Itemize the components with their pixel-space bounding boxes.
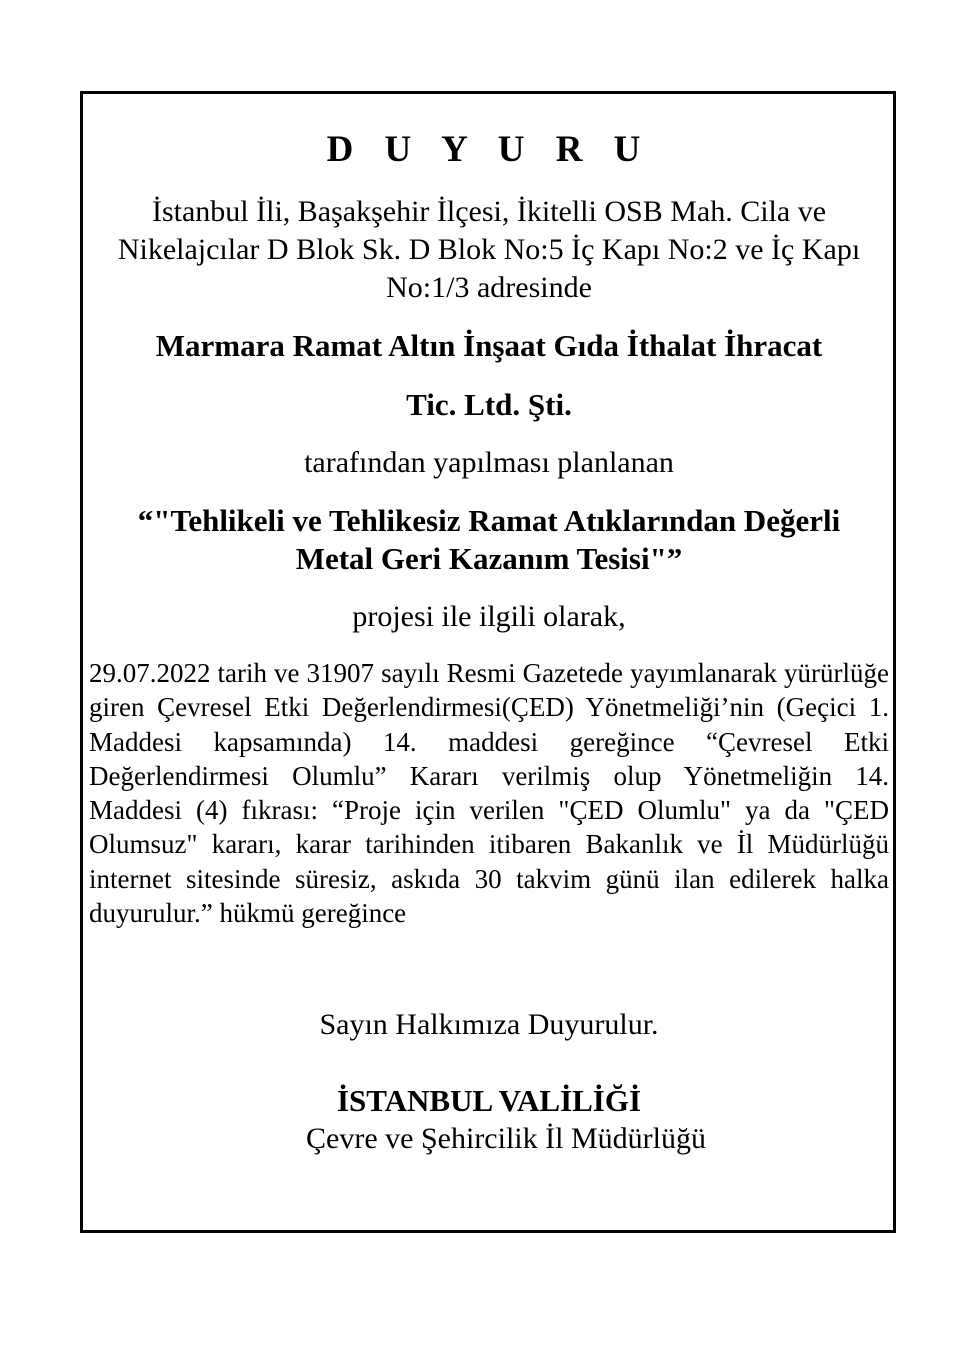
company-name-line-2: Tic. Ltd. Şti. [406, 387, 572, 422]
relation-text: projesi ile ilgili olarak, [352, 600, 626, 633]
company-name-line-1: Marmara Ramat Altın İnşaat Gıda İthalat İhracat [155, 328, 823, 363]
authority-name: İSTANBUL VALİLİĞİ [336, 1083, 642, 1118]
project-name: “"Tehlikeli ve Tehlikesiz Ramat Atıklarından Değerli Metal Geri Kazanım Tesisi"” [137, 503, 841, 576]
planned-text: tarafından yapılması planlanan [304, 446, 674, 479]
closing-text: Sayın Halkımıza Duyurulur. [319, 1008, 659, 1041]
announcement-title: D U Y U R U [326, 129, 652, 170]
address-text: İstanbul İli, Başakşehir İlçesi, İkitelli OSB Mah. Cila ve Nikelajcılar D Blok Sk. D Blok No:5 İç Kapı No:2 ve İç Kapı No:1/3 adresinde [117, 195, 861, 304]
directorate-name: Çevre ve Şehircilik İl Müdürlüğü [306, 1122, 706, 1155]
body-paragraph: 29.07.2022 tarih ve 31907 sayılı Resmi Gazetede yayımlanarak yürürlüğe giren Çevresel Etki Değerlendirmesi(ÇED) Yönetmeliği’nin (Geçici 1. Maddesi kapsamında) 14. maddesi gereğince “Çevresel Etki Değerlendirmesi Olumlu” Kararı verilmiş olup Yönetmeliğin 14. Maddesi (4) fıkrası: “Proje için verilen "ÇED Olumlu" ya da "ÇED Olumsuz" kararı, karar tarihinden itibaren Bakanlık ve İl Müdürlüğü internet sitesinde süresiz, askıda 30 takvim günü ilan edilerek halka duyurulur.” hükmü gereğince [89, 658, 889, 929]
